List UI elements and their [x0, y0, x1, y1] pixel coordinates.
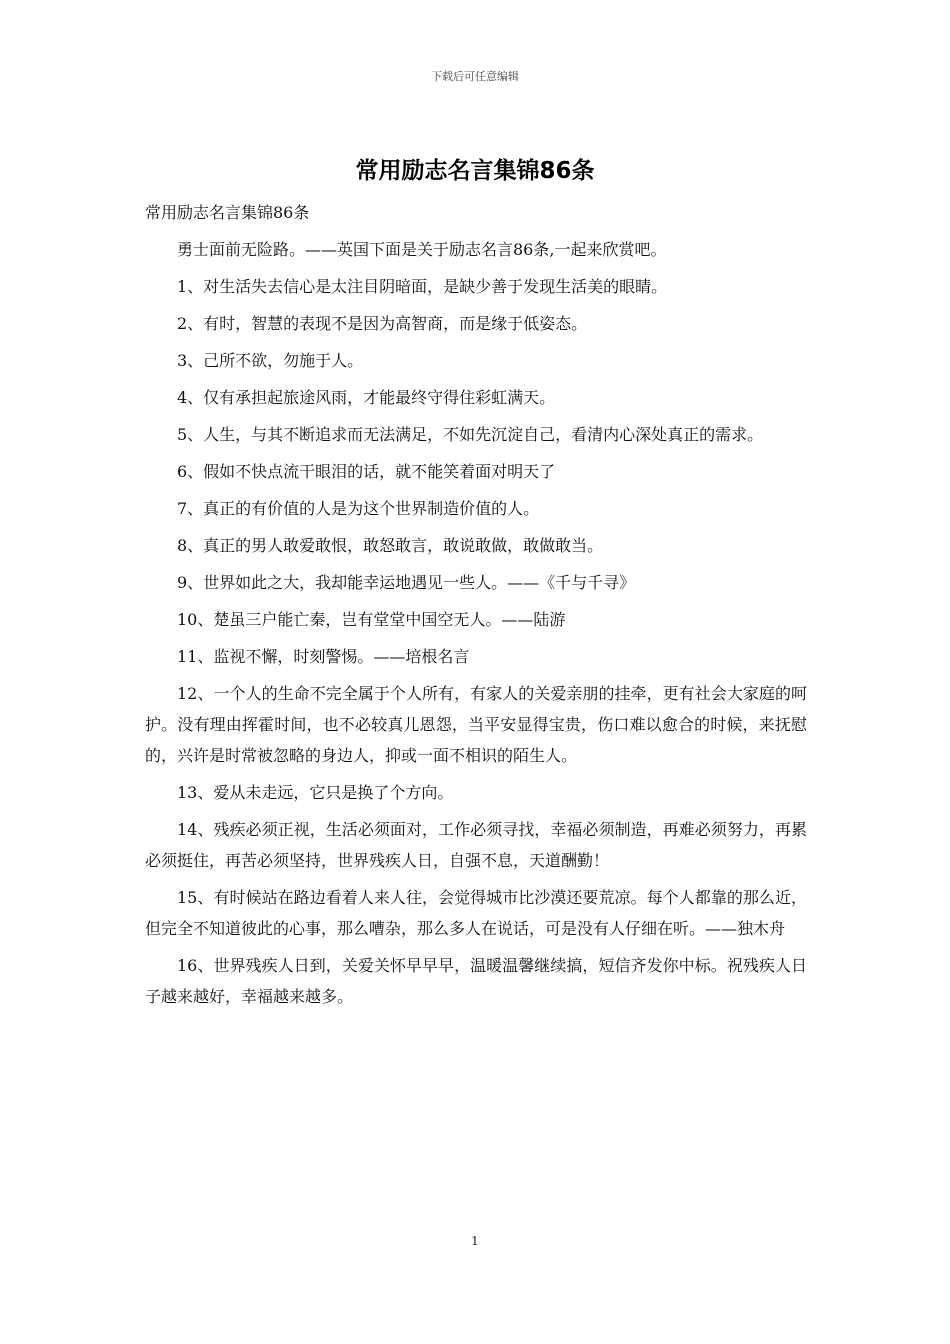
paragraph: 14、残疾必须正视，生活必须面对，工作必须寻找，幸福必须制造，再难必须努力，再累必须挺住，再苦必须坚持，世界残疾人日，自强不息，天道酬勤！	[145, 820, 807, 870]
page-number: 1	[471, 1234, 479, 1248]
paragraph: 7、真正的有价值的人是为这个世界制造价值的人。	[177, 499, 540, 518]
paragraph: 8、真正的男人敢爱敢恨，敢怒敢言，敢说敢做，敢做敢当。	[177, 536, 604, 555]
paragraph: 2、有时，智慧的表现不是因为高智商，而是缘于低姿态。	[177, 314, 588, 333]
document-body	[145, 197, 807, 1018]
paragraph: 5、人生，与其不断追求而无法满足，不如先沉淀自己，看清内心深处真正的需求。	[177, 425, 764, 444]
document-title: 常用励志名言集锦86条	[355, 158, 595, 184]
paragraph: 3、己所不欲，勿施于人。	[177, 351, 364, 370]
paragraph: 16、世界残疾人日到，关爱关怀早早早，温暖温馨继续搞，短信齐发你中标。祝残疾人日子越来越好，幸福越来越多。	[145, 956, 807, 1006]
paragraph: 勇士面前无险路。——英国下面是关于励志名言86条,一起来欣赏吧。	[177, 240, 667, 259]
paragraph: 11、监视不懈，时刻警惕。——培根名言	[177, 647, 470, 666]
document-subtitle: 常用励志名言集锦86条	[145, 203, 310, 222]
paragraph: 12、一个人的生命不完全属于个人所有，有家人的关爱亲朋的挂牵，更有社会大家庭的呵护。没有理由挥霍时间，也不必较真儿恩怨，当平安显得宝贵，伤口难以愈合的时候，来抚慰的，兴许是时常被忽略的身边人，抑或一面不相识的陌生人。	[145, 684, 807, 765]
paragraph: 13、爱从未走远，它只是换了个方向。	[177, 783, 454, 802]
paragraph: 9、世界如此之大，我却能幸运地遇见一些人。——《千与千寻》	[177, 573, 636, 592]
paragraph: 10、楚虽三户能亡秦，岂有堂堂中国空无人。——陆游	[177, 610, 566, 629]
paragraph: 1、对生活失去信心是太注目阴暗面，是缺少善于发现生活美的眼睛。	[177, 277, 668, 296]
paragraph: 15、有时候站在路边看着人来人往，会觉得城市比沙漠还要荒凉。每个人都靠的那么近，但完全不知道彼此的心事，那么嘈杂，那么多人在说话，可是没有人仔细在听。——独木舟	[145, 888, 807, 938]
page-header: 下载后可任意编辑	[431, 70, 519, 83]
paragraph: 6、假如不快点流干眼泪的话，就不能笑着面对明天了	[177, 462, 556, 481]
paragraph: 4、仅有承担起旅途风雨，才能最终守得住彩虹满天。	[177, 388, 556, 407]
